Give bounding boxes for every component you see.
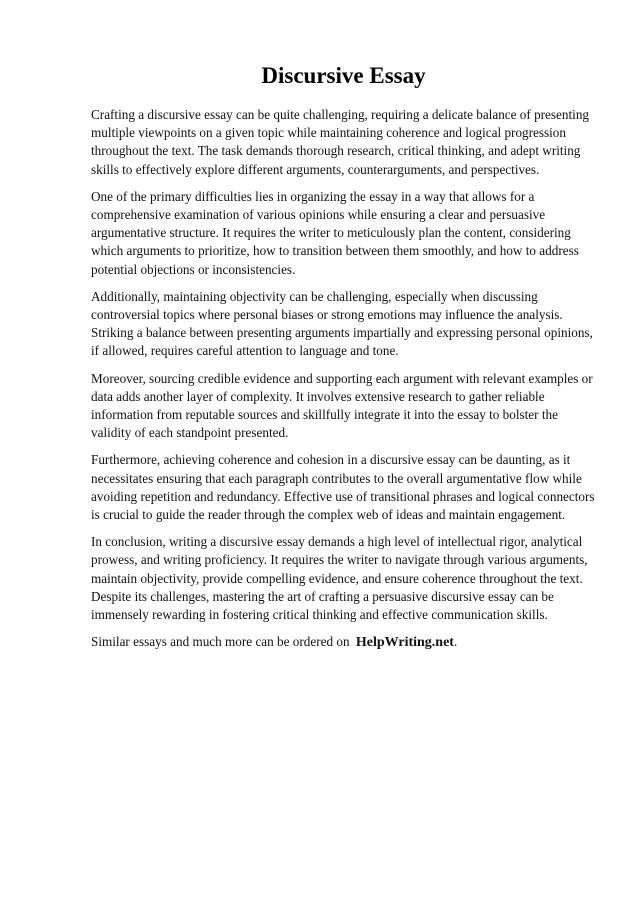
paragraph-conclusion: In conclusion, writing a discursive essay demands a high level of intellectual rigor, analytical prowess, and writing proficiency. It requires the writer to navigate through various arguments, maintain objectivity, provide compelling evidence, and ensure coherence throughout the text. Despite its challenges, mastering the art of crafting a persuasive discursive essay can be immensely rewarding in fostering critical thinking and effective communication skills. <box>91 534 588 623</box>
brand-link[interactable]: HelpWriting.net <box>355 635 454 651</box>
paragraph-organization: One of the primary difficulties lies in organizing the essay in a way that allows for a comprehensive examination of various opinions while ensuring a clear and persuasive argumentative structure. It requires the writer to meticulously plan the content, considering which arguments to prioritize, how to transition between them smoothly, and how to address potential objections or inconsistencies. <box>91 188 579 277</box>
paragraph-coherence: Furthermore, achieving coherence and cohesion in a discursive essay can be daunting, as it necessitates ensuring that each paragraph contributes to the overall argumentative flow while avoiding repetition and redundancy. Effective use of transitional phrases and logical connectors is crucial to guide the reader through the complex web of ideas and maintain engagement. <box>91 452 595 523</box>
promo-line <box>91 633 596 652</box>
promo-trailing: . <box>453 634 458 650</box>
document-title: Discursive Essay <box>261 63 426 88</box>
paragraph-objectivity: Additionally, maintaining objectivity can be challenging, especially when discussing controversial topics where personal biases or strong emotions may influence the analysis. Striking a balance between presenting arguments impartially and expressing personal opinions, if allowed, requires careful attention to language and tone. <box>91 288 593 359</box>
document-content <box>91 58 596 652</box>
paragraph-evidence: Moreover, sourcing credible evidence and supporting each argument with relevant examples or data adds another layer of complexity. It involves extensive research to gather reliable information from reputable sources and skillfully integrate it into the essay to bolster the validity of each standpoint presented. <box>91 370 593 441</box>
paragraph-intro: Crafting a discursive essay can be quite challenging, requiring a delicate balance of presenting multiple viewpoints on a given topic while maintaining coherence and logical progression throughout the text. The task demands thorough research, critical thinking, and adept writing skills to effectively explore different arguments, counterarguments, and perspectives. <box>91 107 590 177</box>
promo-text: Similar essays and much more can be ordered on <box>91 634 350 650</box>
